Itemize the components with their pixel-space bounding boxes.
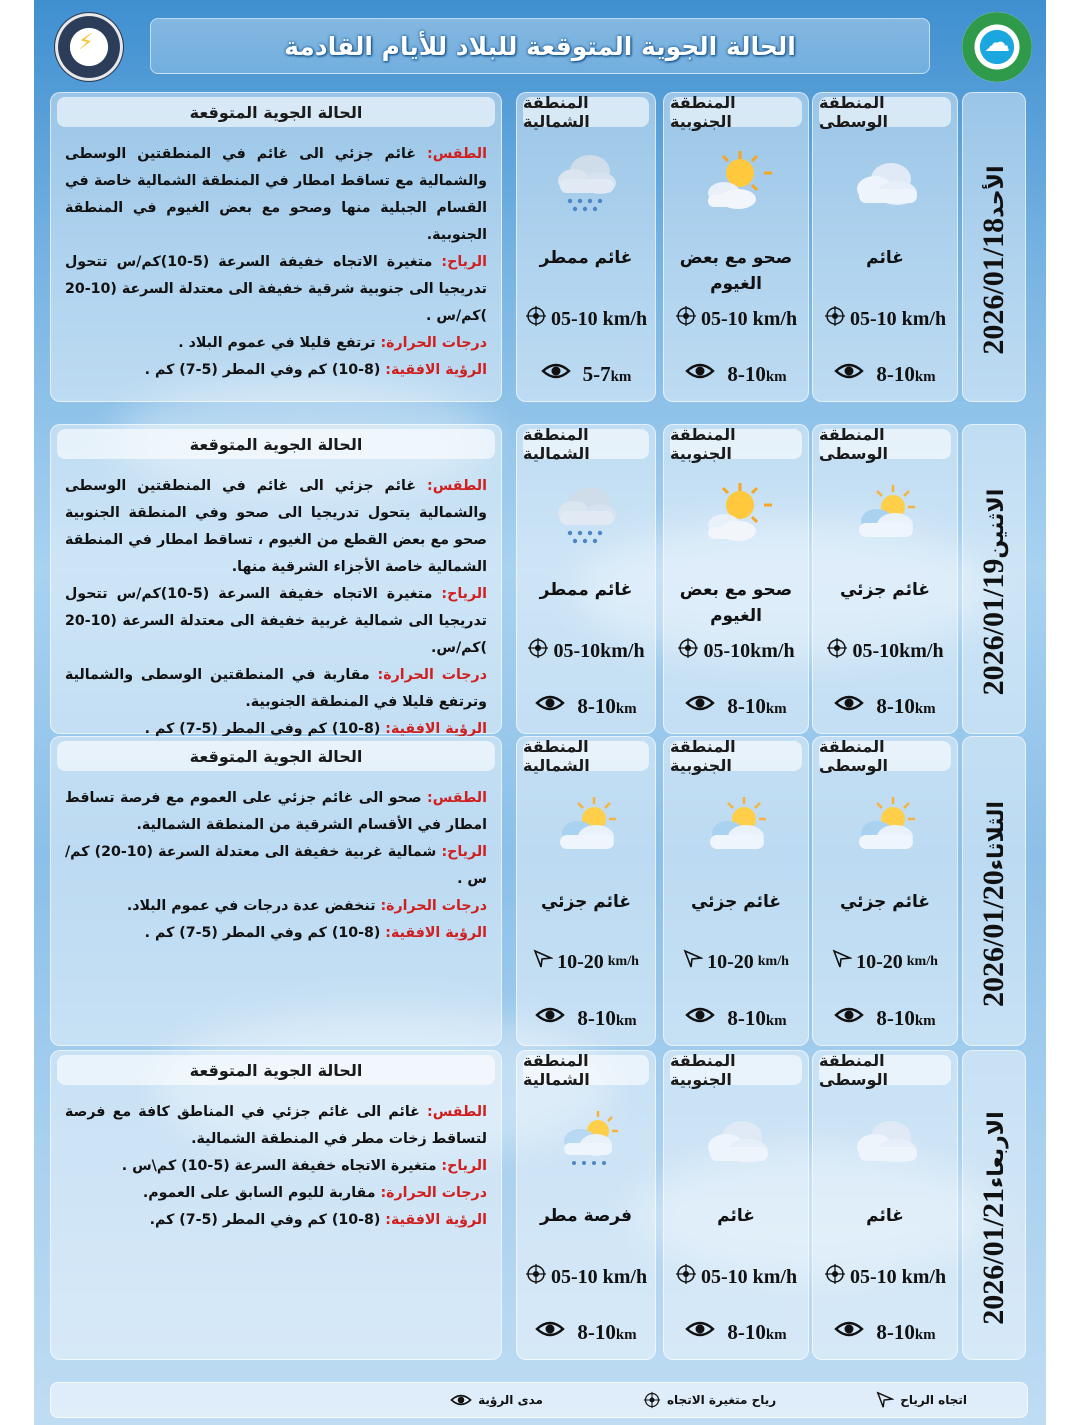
region-title: المنطقة الشمالية <box>523 1055 649 1085</box>
wind-speed <box>664 305 808 333</box>
wind-text: متغيرة الاتجاه خفيفة السرعة (5-10)كم/س تتحول تدريجيا الى شمالية غربية خفيفة الى معتدلة السرعة (10-20 )كم/س. <box>65 586 487 656</box>
region-north <box>516 92 656 402</box>
date-label <box>977 775 1011 1007</box>
eye-icon <box>834 693 864 719</box>
weather-key: الطقس: <box>427 146 487 162</box>
temp-text: مقاربة في المنطقتين الوسطى والشمالية وترتفع قليلا في المنطقة الجنوبية. <box>65 667 487 710</box>
day-row <box>50 1050 1030 1360</box>
variable-wind-icon <box>675 305 697 333</box>
page-title: الحالة الجوية المتوقعة للبلاد للأيام القادمة <box>284 31 796 61</box>
eye-icon <box>834 1005 864 1031</box>
day-row <box>50 92 1030 402</box>
weather-text: غائم جزئي الى غائم في المنطقتين الوسطى والشمالية يتحول تدريجيا الى صحو وفي المنطقة الجنوبية صحو مع بعض القطع من الغيوم ، تساقط امطار في المنطقة الشمالية خاصة الأجزاء الشرقية منها. <box>65 478 487 575</box>
wind-text: شمالية غربية خفيفة الى معتدلة السرعة (10-20) كم/س . <box>65 844 487 887</box>
visibility <box>517 1005 655 1031</box>
wind-speed <box>664 1263 808 1291</box>
variable-wind-icon <box>677 637 699 665</box>
weather-text: غائم الى غائم جزئي في المناطق كافة مع فرصة لتساقط زخات مطر في المنطقة الشمالية. <box>65 1104 487 1147</box>
region-title: المنطقة الوسطى <box>819 1055 951 1085</box>
eye-icon <box>685 693 715 719</box>
visibility-value: 8-10 <box>876 1319 915 1344</box>
wind-speed <box>517 1263 655 1291</box>
wind-value: 05-10km/h <box>553 639 645 662</box>
forecast-summary-title: الحالة الجوية المتوقعة <box>57 97 495 127</box>
date-column <box>962 1050 1026 1360</box>
visibility <box>664 361 808 387</box>
date-value: 2026/01/21 <box>977 1188 1010 1325</box>
date-label <box>977 463 1011 696</box>
visibility-unit: km <box>610 368 632 385</box>
region-central <box>812 424 958 734</box>
wind-value: 05-10km/h <box>703 639 795 662</box>
eye-icon <box>685 1005 715 1031</box>
variable-wind-icon <box>643 1391 661 1409</box>
forecast-summary-title: الحالة الجوية المتوقعة <box>57 429 495 459</box>
condition-label: غائم جزئي <box>540 892 632 912</box>
visibility-text: (8-10) كم وفي المطر (5-7) كم . <box>144 362 386 378</box>
visibility <box>664 1319 808 1345</box>
visibility-value: 8-10 <box>727 693 766 718</box>
region-title: المنطقة الجنوبية <box>670 429 802 459</box>
legend-wind-direction: اتجاه الرياح <box>876 1391 967 1409</box>
visibility-key: الرؤية الافقية: <box>385 1212 487 1228</box>
temp-key: درجات الحرارة: <box>380 1185 487 1201</box>
eye-icon <box>685 1319 715 1345</box>
wind-direction-arrow-icon <box>832 949 852 975</box>
condition-label: صحو مع بعض الغيوم <box>679 248 793 294</box>
wind-speed <box>517 305 655 333</box>
visibility-value: 8-10 <box>876 693 915 718</box>
wind-key: الرياح: <box>441 586 487 602</box>
visibility-value: 8-10 <box>727 361 766 386</box>
region-title: المنطقة الشمالية <box>523 741 649 771</box>
region-central <box>812 92 958 402</box>
temp-text: مقاربة لليوم السابق على العموم. <box>142 1185 381 1201</box>
ministry-logo <box>54 12 124 82</box>
cloudy-icon <box>696 1107 776 1177</box>
forecast-sheet <box>34 0 1046 1425</box>
region-south <box>663 1050 809 1360</box>
wind-direction-arrow-icon <box>683 949 703 975</box>
region-title: المنطقة الشمالية <box>523 429 649 459</box>
partly-cloudy-icon <box>845 793 925 863</box>
wind-unit: km/h <box>906 954 938 969</box>
wind-speed <box>517 637 655 665</box>
visibility-text: (8-10) كم وفي المطر (5-7) كم . <box>144 925 386 941</box>
wind-key: الرياح: <box>441 1158 487 1174</box>
wind-speed <box>813 949 957 975</box>
visibility-value: 5-7 <box>582 361 611 386</box>
region-north <box>516 424 656 734</box>
region-title: المنطقة الوسطى <box>819 429 951 459</box>
visibility-unit: km <box>615 700 637 717</box>
date-label <box>977 139 1011 354</box>
cloudy-icon <box>845 149 925 219</box>
visibility-unit: km <box>615 1326 637 1343</box>
day-name: الأحد <box>984 165 1009 218</box>
wind-direction-arrow-icon <box>876 1391 894 1409</box>
visibility-text: (8-10) كم وفي المطر (5-7) كم. <box>149 1212 386 1228</box>
visibility <box>664 1005 808 1031</box>
wind-value: 05-10 km/h <box>700 1265 798 1288</box>
visibility <box>517 1319 655 1345</box>
forecast-summary-title: الحالة الجوية المتوقعة <box>57 741 495 771</box>
condition-label: صحو مع بعض الغيوم <box>679 580 793 626</box>
forecast-summary-text <box>65 1099 487 1234</box>
variable-wind-icon <box>826 637 848 665</box>
partly-cloudy-icon <box>845 481 925 551</box>
wind-key: الرياح: <box>441 254 487 270</box>
eye-icon <box>834 1319 864 1345</box>
region-south <box>663 736 809 1046</box>
weather-text: صحو الى غائم جزئي على العموم مع فرصة تساقط امطار في الأقسام الشرقية من المنطقة الشمالية. <box>65 790 487 833</box>
wind-value: 10-20 <box>707 950 754 973</box>
date-value: 2026/01/18 <box>977 217 1010 355</box>
visibility-key: الرؤية الافقية: <box>385 362 487 378</box>
date-column <box>962 424 1026 734</box>
visibility-unit: km <box>914 700 936 717</box>
wind-unit: km/h <box>607 954 639 969</box>
visibility <box>517 361 655 387</box>
wind-unit: km/h <box>757 954 789 969</box>
variable-wind-icon <box>527 637 549 665</box>
temp-key: درجات الحرارة: <box>380 898 487 914</box>
weather-key: الطقس: <box>427 478 487 494</box>
forecast-summary-text <box>65 785 487 947</box>
date-column <box>962 92 1026 402</box>
page-title-bar <box>150 18 930 74</box>
visibility-unit: km <box>765 1012 787 1029</box>
wind-text: متغيرة الاتجاه خفيفة السرعة (5-10)كم/س تتحول تدريجيا الى جنوبية شرقية خفيفة الى معتدلة السرعة (10-20 )كم/س . <box>65 254 487 324</box>
region-south <box>663 424 809 734</box>
wind-value: 10-20 <box>557 950 604 973</box>
wind-speed <box>664 949 808 975</box>
condition-label: غائم <box>717 1206 755 1226</box>
wind-speed <box>813 1263 957 1291</box>
wind-value: 10-20 <box>856 950 903 973</box>
date-label <box>977 1085 1011 1324</box>
forecast-summary <box>50 736 502 1046</box>
variable-wind-icon <box>525 1263 547 1291</box>
variable-wind-icon <box>824 1263 846 1291</box>
temp-key: درجات الحرارة: <box>377 667 487 683</box>
condition-label: غائم <box>866 1206 904 1226</box>
wind-value: 05-10km/h <box>852 639 944 662</box>
temp-text: تنخفض عدة درجات في عموم البلاد. <box>126 898 381 914</box>
variable-wind-icon <box>824 305 846 333</box>
forecast-summary-text <box>65 141 487 384</box>
condition-label: غائم جزئي <box>839 580 931 600</box>
eye-icon <box>535 1319 565 1345</box>
visibility-value: 8-10 <box>577 693 616 718</box>
visibility-unit: km <box>765 700 787 717</box>
visibility <box>813 1005 957 1031</box>
visibility <box>664 693 808 719</box>
forecast-summary <box>50 1050 502 1360</box>
condition-label: غائم جزئي <box>839 892 931 912</box>
day-row <box>50 736 1030 1046</box>
region-title: المنطقة الجنوبية <box>670 1055 802 1085</box>
visibility <box>813 361 957 387</box>
eye-icon <box>450 1392 472 1408</box>
visibility-key: الرؤية الافقية: <box>385 925 487 941</box>
legend-visibility: مدى الرؤية <box>450 1392 543 1408</box>
condition-label: غائم <box>866 248 904 268</box>
visibility-unit: km <box>914 1012 936 1029</box>
date-value: 2026/01/20 <box>977 870 1010 1007</box>
weather-text: غائم جزئي الى غائم في المنطقتين الوسطى والشمالية مع تساقط امطار في المنطقة الشمالية خاصة في القسام الجبلية منها وصحو مع بعض الغيوم في المنطقة الجنوبية. <box>65 146 487 243</box>
date-value: 2026/01/19 <box>977 558 1010 696</box>
forecast-summary-text <box>65 473 487 743</box>
wind-speed <box>664 637 808 665</box>
partly-cloudy-icon <box>696 793 776 863</box>
visibility-value: 8-10 <box>727 1005 766 1030</box>
condition-label: غائم ممطر <box>539 580 633 600</box>
visibility-value: 8-10 <box>876 361 915 386</box>
sun-cloud-icon <box>696 481 776 551</box>
weather-key: الطقس: <box>427 790 487 806</box>
region-title: المنطقة الوسطى <box>819 741 951 771</box>
rain-cloud-icon <box>546 149 626 219</box>
legend-variable-wind: رياح متغيرة الاتجاه <box>643 1391 776 1409</box>
forecast-summary-title: الحالة الجوية المتوقعة <box>57 1055 495 1085</box>
weather-key: الطقس: <box>427 1104 487 1120</box>
region-north <box>516 1050 656 1360</box>
visibility-unit: km <box>615 1012 637 1029</box>
visibility-value: 8-10 <box>727 1319 766 1344</box>
region-central <box>812 1050 958 1360</box>
sun-cloud-icon <box>696 149 776 219</box>
temp-text: ترتفع قليلا في عموم البلاد . <box>178 335 381 351</box>
day-name: الاثنين <box>984 488 1009 559</box>
condition-label: غائم جزئي <box>690 892 782 912</box>
variable-wind-icon <box>675 1263 697 1291</box>
condition-label: فرصة مطر <box>539 1206 633 1226</box>
visibility-unit: km <box>765 1326 787 1343</box>
temp-key: درجات الحرارة: <box>380 335 487 351</box>
cloudy-icon <box>845 1107 925 1177</box>
forecast-summary <box>50 424 502 737</box>
region-central <box>812 736 958 1046</box>
visibility-value: 8-10 <box>577 1319 616 1344</box>
wind-value: 05-10 km/h <box>550 307 648 330</box>
region-title: المنطقة الجنوبية <box>670 741 802 771</box>
forecast-summary <box>50 92 502 402</box>
visibility-text: (8-10) كم وفي المطر (5-7) كم . <box>144 721 386 737</box>
wind-value: 05-10 km/h <box>849 1265 947 1288</box>
wind-text: متغيرة الاتجاه خفيفة السرعة (5-10) كم\س . <box>121 1158 442 1174</box>
day-name: الاربعاء <box>984 1111 1009 1189</box>
visibility-unit: km <box>765 368 787 385</box>
visibility <box>517 693 655 719</box>
partly-cloudy-icon <box>546 793 626 863</box>
visibility-value: 8-10 <box>577 1005 616 1030</box>
region-north <box>516 736 656 1046</box>
wind-value: 05-10 km/h <box>700 307 798 330</box>
eye-icon <box>834 361 864 387</box>
visibility-value: 8-10 <box>876 1005 915 1030</box>
wind-value: 05-10 km/h <box>849 307 947 330</box>
date-column <box>962 736 1026 1046</box>
visibility-key: الرؤية الافقية: <box>385 721 487 737</box>
region-title: المنطقة الجنوبية <box>670 97 802 127</box>
visibility <box>813 1319 957 1345</box>
visibility-unit: km <box>914 1326 936 1343</box>
wind-value: 05-10 km/h <box>550 1265 648 1288</box>
wind-speed <box>813 305 957 333</box>
wind-speed <box>517 949 655 975</box>
wind-direction-arrow-icon <box>533 949 553 975</box>
wind-key: الرياح: <box>441 844 488 860</box>
eye-icon <box>541 361 571 387</box>
day-row <box>50 424 1030 737</box>
region-south <box>663 92 809 402</box>
day-name: الثلاثاء <box>984 801 1009 871</box>
visibility <box>813 693 957 719</box>
eye-icon <box>535 1005 565 1031</box>
meteorology-logo <box>962 12 1032 82</box>
rain-cloud-icon <box>546 481 626 551</box>
wind-speed <box>813 637 957 665</box>
visibility-unit: km <box>914 368 936 385</box>
eye-icon <box>535 693 565 719</box>
legend <box>50 1382 1028 1418</box>
region-title: المنطقة الشمالية <box>523 97 649 127</box>
eye-icon <box>685 361 715 387</box>
condition-label: غائم ممطر <box>539 248 633 268</box>
variable-wind-icon <box>525 305 547 333</box>
sun-cloud-rain-icon <box>546 1107 626 1177</box>
region-title: المنطقة الوسطى <box>819 97 951 127</box>
